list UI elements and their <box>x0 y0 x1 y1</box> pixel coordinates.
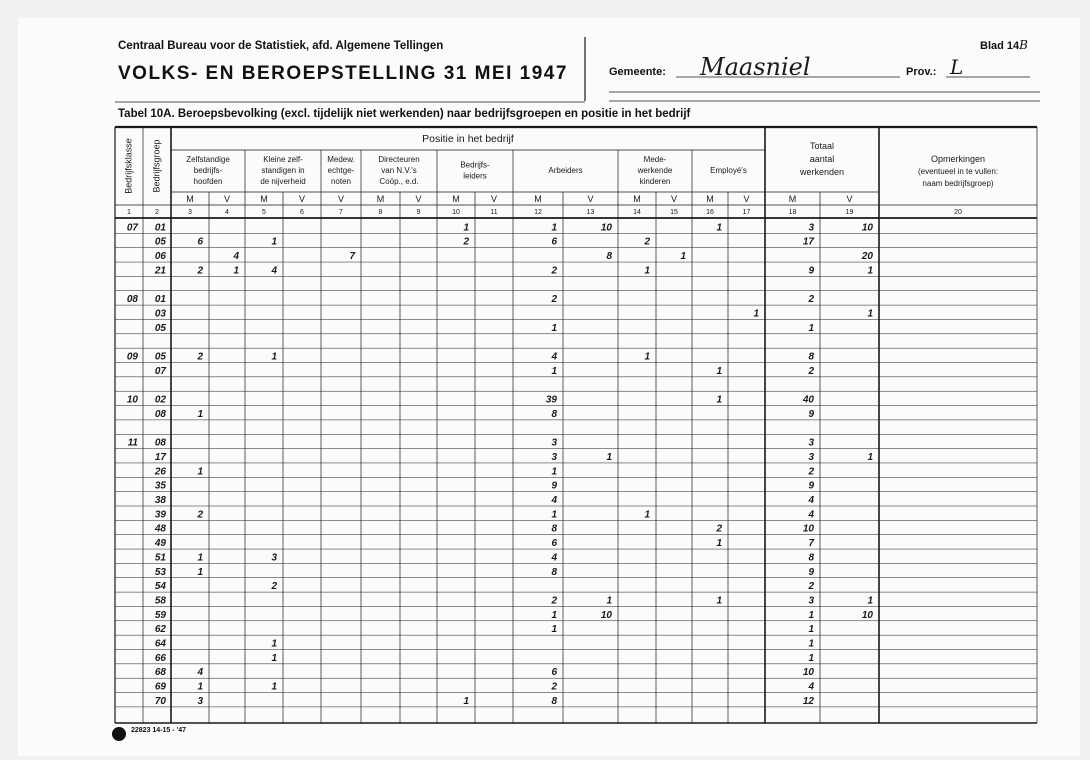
cell-value: 9 <box>808 566 814 578</box>
cell-bedrijfsgroep: 68 <box>154 667 166 679</box>
cell-value: 2 <box>716 523 722 535</box>
cell-value: 3 <box>197 695 203 707</box>
cell-value: 7 <box>349 251 355 263</box>
cell-value: 1 <box>233 265 239 277</box>
cell-value: 1 <box>716 595 722 607</box>
cell-value: 3 <box>808 595 814 607</box>
column-number: 15 <box>670 209 678 216</box>
cell-value: 1 <box>551 509 557 521</box>
cell-bedrijfsklasse: 08 <box>126 294 138 306</box>
cell-value: 1 <box>271 236 277 248</box>
cell-bedrijfsgroep: 51 <box>154 552 166 564</box>
table-title: Tabel 10A. Beroepsbevolking (excl. tijdelijk niet werkenden) naar bedrijfsgroepen en positie in het bedrijf <box>118 108 691 120</box>
cell-value: 1 <box>753 308 759 320</box>
cell-value: 17 <box>802 236 814 248</box>
cell-value: 1 <box>551 624 557 636</box>
sub-header: V <box>587 194 594 204</box>
cell-value: 4 <box>551 552 557 564</box>
cell-value: 1 <box>606 451 612 463</box>
sub-header: M <box>788 194 797 204</box>
cell-value: 12 <box>802 695 814 707</box>
cell-bedrijfsgroep: 05 <box>154 236 166 248</box>
gemeente-label: Gemeente: <box>609 66 666 78</box>
cell-value: 2 <box>551 681 557 693</box>
cell-value: 2 <box>197 265 203 277</box>
cell-bedrijfsgroep: 70 <box>154 695 166 707</box>
left-header-groep: Bedrijfsgroep <box>151 139 162 193</box>
category-header: Zelfstandige <box>186 155 230 164</box>
cell-value: 7 <box>808 538 814 550</box>
cell-bedrijfsgroep: 17 <box>154 451 166 463</box>
cell-value: 1 <box>644 351 650 363</box>
cell-value: 4 <box>808 509 814 521</box>
cell-value: 4 <box>551 495 557 506</box>
category-header: Employé's <box>710 166 747 175</box>
cell-value: 8 <box>551 695 557 707</box>
cell-value: 4 <box>551 351 557 363</box>
positie-group-header: Positie in het bedrijf <box>422 133 514 145</box>
category-header: de nijverheid <box>260 177 306 186</box>
category-header: Directeuren <box>378 155 420 164</box>
cell-bedrijfsgroep: 03 <box>154 308 166 320</box>
cell-bedrijfsklasse: 10 <box>126 394 138 406</box>
category-header: werkende <box>637 166 673 175</box>
cell-value: 3 <box>551 437 557 449</box>
cell-value: 1 <box>463 695 469 707</box>
cell-bedrijfsklasse: 07 <box>126 222 138 234</box>
cell-value: 1 <box>808 652 814 664</box>
column-number: 1 <box>127 209 131 216</box>
cell-value: 3 <box>271 552 277 564</box>
category-header: Mede- <box>643 155 667 164</box>
opmerkingen-header: naam bedrijfsgroep) <box>922 179 994 188</box>
cell-value: 1 <box>197 552 203 564</box>
totaal-header: werkenden <box>799 167 845 177</box>
category-header: noten <box>330 177 352 186</box>
cell-bedrijfsgroep: 35 <box>154 480 166 492</box>
cell-bedrijfsgroep: 21 <box>154 265 166 277</box>
printer-logo-icon <box>112 727 126 741</box>
sub-header: V <box>490 194 498 204</box>
cell-value: 1 <box>716 394 722 406</box>
cell-bedrijfsgroep: 62 <box>154 624 166 636</box>
cell-bedrijfsklasse: 11 <box>127 437 138 449</box>
column-number: 7 <box>339 209 343 216</box>
category-header: Medew. <box>327 155 355 164</box>
column-number: 14 <box>633 209 641 216</box>
cell-value: 2 <box>551 265 557 277</box>
cell-value: 39 <box>545 394 557 406</box>
cell-value: 1 <box>551 609 557 621</box>
sub-header: V <box>337 194 345 204</box>
cell-value: 2 <box>197 351 203 363</box>
cell-bedrijfsgroep: 02 <box>154 394 166 406</box>
cell-value: 1 <box>644 509 650 521</box>
column-number: 3 <box>188 209 192 216</box>
sub-header: M <box>376 194 385 204</box>
column-number: 5 <box>262 209 266 216</box>
cell-value: 20 <box>861 251 873 263</box>
category-header: Bedrijfs- <box>460 160 490 170</box>
cell-value: 1 <box>808 638 814 650</box>
column-number: 17 <box>742 209 751 216</box>
cell-value: 1 <box>551 322 557 334</box>
left-header-klasse: Bedrijfsklasse <box>123 138 134 194</box>
category-header: standigen in <box>261 166 305 175</box>
sheet-number-suffix: B <box>1019 38 1028 52</box>
totaal-header: Totaal <box>809 141 835 151</box>
cell-value: 10 <box>600 222 612 234</box>
column-number: 16 <box>706 209 714 216</box>
cell-value: 10 <box>861 609 873 621</box>
cell-value: 3 <box>808 222 814 234</box>
sub-header: V <box>415 194 422 204</box>
cell-value: 9 <box>808 480 814 492</box>
cell-value: 1 <box>808 322 814 334</box>
cell-value: 6 <box>197 236 203 248</box>
cell-value: 8 <box>551 523 557 535</box>
cell-value: 10 <box>600 609 612 621</box>
sheet-number-label: Blad 14 <box>980 40 1020 52</box>
cell-value: 2 <box>551 595 557 607</box>
cell-bedrijfsgroep: 06 <box>154 251 166 263</box>
cell-value: 3 <box>551 451 557 463</box>
cell-value: 1 <box>197 466 203 478</box>
cell-bedrijfsgroep: 08 <box>154 408 166 420</box>
cell-value: 1 <box>716 538 722 550</box>
column-number: 9 <box>416 209 421 216</box>
cell-bedrijfsgroep: 08 <box>154 437 166 449</box>
cell-value: 10 <box>802 667 814 679</box>
cell-value: 1 <box>716 222 722 234</box>
cell-value: 1 <box>867 451 873 463</box>
cell-bedrijfsgroep: 54 <box>154 581 166 593</box>
cell-value: 1 <box>867 265 873 277</box>
cell-value: 1 <box>551 365 557 377</box>
cell-value: 2 <box>644 236 650 248</box>
cell-bedrijfsgroep: 64 <box>154 638 166 650</box>
category-header: Arbeiders <box>548 166 583 175</box>
province-label: Prov.: <box>906 66 937 78</box>
print-code: 22823 14-15 - '47 <box>131 727 186 734</box>
cell-bedrijfsgroep: 05 <box>154 351 166 363</box>
column-number: 18 <box>788 209 797 216</box>
cell-value: 4 <box>197 667 203 679</box>
cell-value: 1 <box>808 609 814 621</box>
column-number: 2 <box>155 209 159 216</box>
cell-value: 9 <box>808 408 814 420</box>
column-number: 8 <box>378 209 383 216</box>
cell-value: 8 <box>606 251 612 263</box>
cell-value: 1 <box>197 408 203 420</box>
column-number: 20 <box>954 209 962 216</box>
cell-value: 4 <box>233 251 239 263</box>
cell-value: 1 <box>551 466 557 478</box>
cell-value: 2 <box>463 236 469 248</box>
cell-value: 1 <box>271 638 277 650</box>
opmerkingen-header: Opmerkingen <box>930 154 986 164</box>
cell-bedrijfsgroep: 38 <box>154 495 166 506</box>
category-header: van N.V.'s <box>381 166 417 175</box>
sub-header: M <box>186 194 194 204</box>
bureau-heading: Centraal Bureau voor de Statistiek, afd. Algemene Tellingen <box>118 40 444 52</box>
sub-header: V <box>846 194 853 204</box>
cell-value: 9 <box>551 480 557 492</box>
cell-value: 8 <box>551 566 557 578</box>
cell-value: 2 <box>808 365 814 377</box>
cell-bedrijfsgroep: 05 <box>154 322 166 334</box>
category-header: Coöp., e.d. <box>379 177 419 186</box>
column-number: 6 <box>300 209 304 216</box>
cell-bedrijfsgroep: 69 <box>154 681 166 693</box>
cell-value: 1 <box>271 351 277 363</box>
column-number: 4 <box>225 209 229 216</box>
cell-value: 10 <box>861 222 873 234</box>
cell-value: 10 <box>802 523 814 535</box>
cell-bedrijfsgroep: 59 <box>154 609 166 621</box>
cell-bedrijfsgroep: 26 <box>154 466 166 478</box>
sub-header: V <box>298 194 306 204</box>
cell-bedrijfsgroep: 07 <box>154 365 166 377</box>
cell-value: 2 <box>808 294 814 306</box>
cell-value: 6 <box>551 538 557 550</box>
category-header: echtge- <box>327 166 355 175</box>
gemeente-value: Maasniel <box>700 53 811 81</box>
cell-value: 1 <box>808 624 814 636</box>
province-value: L <box>950 55 964 79</box>
form-title: VOLKS- EN BEROEPSTELLING 31 MEI 1947 <box>118 63 568 84</box>
cell-bedrijfsgroep: 01 <box>154 222 166 234</box>
cell-bedrijfsgroep: 39 <box>154 509 166 521</box>
cell-value: 3 <box>808 437 814 449</box>
cell-bedrijfsklasse: 09 <box>126 351 138 363</box>
sub-header: M <box>534 194 542 204</box>
cell-value: 1 <box>680 251 686 263</box>
cell-value: 2 <box>271 581 277 593</box>
column-number: 10 <box>452 209 460 216</box>
cell-value: 8 <box>808 552 814 564</box>
cell-bedrijfsgroep: 53 <box>154 566 166 578</box>
category-header: bedrijfs- <box>193 166 223 175</box>
cell-value: 1 <box>463 222 469 234</box>
sub-header: M <box>706 194 714 204</box>
cell-value: 1 <box>271 681 277 693</box>
category-header: hoofden <box>193 177 223 186</box>
cell-value: 1 <box>867 308 873 320</box>
cell-value: 4 <box>808 495 814 506</box>
cell-value: 9 <box>808 265 814 277</box>
cell-value: 1 <box>867 595 873 607</box>
cell-value: 1 <box>197 566 203 578</box>
cell-bedrijfsgroep: 48 <box>154 523 166 535</box>
sub-header: V <box>670 194 678 204</box>
cell-value: 1 <box>716 365 722 377</box>
sub-header: M <box>260 194 268 204</box>
cell-value: 8 <box>551 408 557 420</box>
column-number: 13 <box>586 209 595 216</box>
cell-value: 6 <box>551 667 557 679</box>
cell-value: 40 <box>802 394 814 406</box>
cell-value: 2 <box>808 581 814 593</box>
sub-header: V <box>223 194 231 204</box>
cell-bedrijfsgroep: 49 <box>154 538 166 550</box>
category-header: leiders <box>463 171 487 181</box>
cell-value: 4 <box>271 265 277 277</box>
cell-value: 6 <box>551 236 557 248</box>
cell-value: 2 <box>197 509 203 521</box>
cell-value: 1 <box>551 222 557 234</box>
sub-header: M <box>633 194 641 204</box>
cell-value: 1 <box>271 652 277 664</box>
category-header: kinderen <box>639 177 671 186</box>
cell-value: 8 <box>808 351 814 363</box>
sub-header: V <box>743 194 750 204</box>
column-number: 12 <box>534 209 542 216</box>
cell-value: 1 <box>644 265 650 277</box>
cell-value: 1 <box>606 595 612 607</box>
category-header: Kleine zelf- <box>263 155 303 164</box>
column-number: 11 <box>490 209 498 216</box>
cell-value: 4 <box>808 681 814 693</box>
cell-bedrijfsgroep: 58 <box>154 595 166 607</box>
sub-header: M <box>452 194 460 204</box>
cell-bedrijfsgroep: 66 <box>154 652 166 664</box>
cell-value: 1 <box>197 681 203 693</box>
cell-value: 3 <box>808 451 814 463</box>
cell-bedrijfsgroep: 01 <box>154 294 166 306</box>
totaal-header: aantal <box>809 154 835 164</box>
cell-value: 2 <box>808 466 814 478</box>
column-number: 19 <box>845 209 854 216</box>
cell-value: 2 <box>551 294 557 306</box>
opmerkingen-header: (eventueel in te vullen: <box>917 167 999 176</box>
